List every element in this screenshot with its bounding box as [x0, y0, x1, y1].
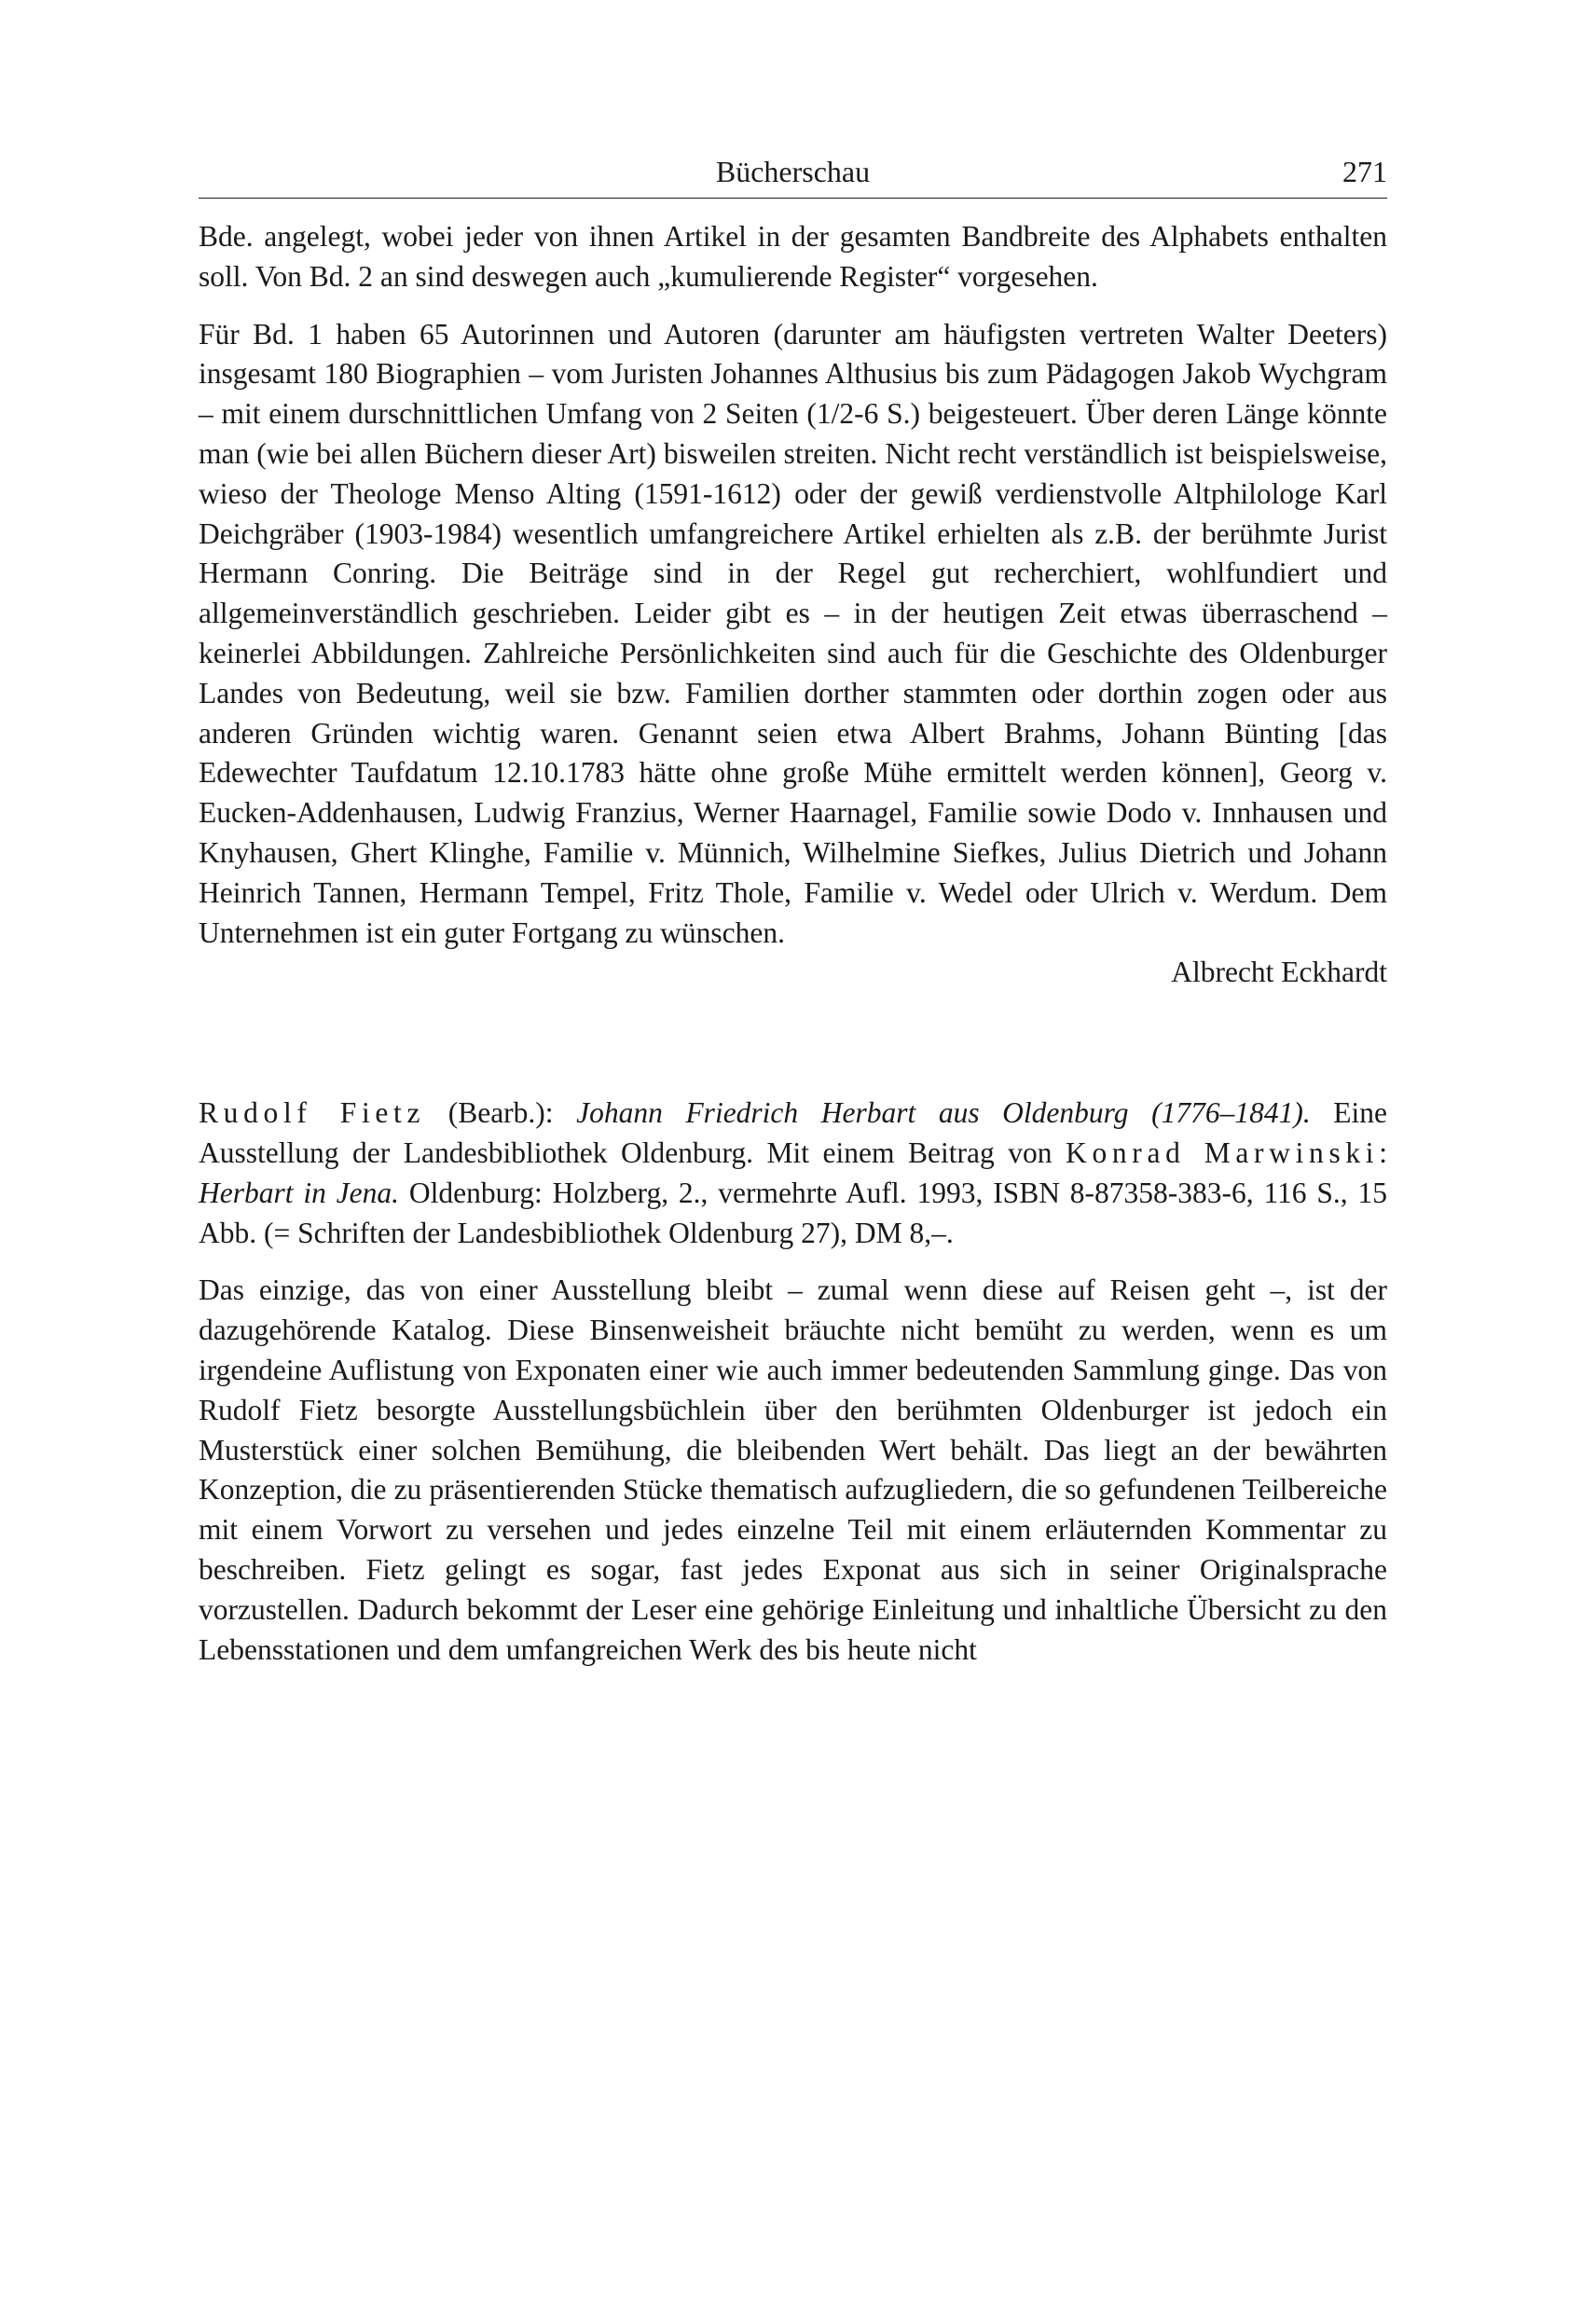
header-rule: [199, 198, 1387, 199]
citation-role: (Bearb.):: [425, 1096, 577, 1130]
page: [199, 149, 1387, 1670]
citation-author: Rudolf Fietz: [199, 1096, 426, 1130]
citation-contribution-title: Herbart in Jena.: [199, 1176, 400, 1209]
page-number: 271: [1342, 155, 1387, 188]
review1-paragraph-2: Für Bd. 1 haben 65 Autorinnen und Autoren (darunter am häufigsten vertreten Walter Deeters) insgesamt 180 Biographien – vom Juristen Johannes Althusius bis zum Pädagogen Jakob Wychgram – mit einem durschnittlichen Umfang von 2 Seiten (1/2-6 S.) beigesteuert. Über deren Länge könnte man (wie bei allen Büchern dieser Art) bisweilen streiten. Nicht recht verständlich ist beispielsweise, wieso der Theologe Menso Alting (1591-1612) oder der gewiß verdienstvolle Altphilologe Karl Deichgräber (1903-1984) wesentlich umfangreichere Artikel erhielten als z.B. der berühmte Jurist Hermann Conring. Die Beiträge sind in der Regel gut recherchiert, wohlfundiert und allgemeinverständlich geschrieben. Leider gibt es – in der heutigen Zeit etwas überraschend – keinerlei Abbildungen. Zahlreiche Persönlichkeiten sind auch für die Geschichte des Oldenburger Landes von Bedeutung, weil sie bzw. Familien dorther stammten oder dorthin zogen oder aus anderen Gründen wichtig waren. Genannt seien etwa Albert Brahms, Johann Bünting [das Edewechter Taufdatum 12.10.1783 hätte ohne große Mühe ermittelt werden können], Georg v. Eucken-Addenhausen, Ludwig Franzius, Werner Haarnagel, Familie sowie Dodo v. Innhausen und Knyhausen, Ghert Klinghe, Familie v. Münnich, Wilhelmine Siefkes, Julius Dietrich und Johann Heinrich Tannen, Hermann Tempel, Fritz Thole, Familie v. Wedel oder Ulrich v. Werdum. Dem Unternehmen ist ein guter Fortgang zu wünschen.: [199, 317, 1387, 949]
review2-paragraph-1: Das einzige, das von einer Ausstellung bleibt – zumal wenn diese auf Reisen geht –, ist der dazugehörende Katalog. Diese Binsenweisheit bräuchte nicht bemüht zu werden, wenn es um irgendeine Auflistung von Exponaten einer wie auch immer bedeutenden Sammlung ginge. Das von Rudolf Fietz besorgte Ausstellungsbüchlein über den berühmten Oldenburger ist jedoch ein Musterstück einer solchen Bemühung, die bleibenden Wert behält. Das liegt an der bewährten Konzeption, die zu präsentierenden Stücke thematisch aufzugliedern, die so gefundenen Teilbereiche mit einem Vorwort zu versehen und jedes einzelne Teil mit einem erläuternden Kommentar zu beschreiben. Fietz gelingt es sogar, fast jedes Exponat aus sich in seiner Originalsprache vorzustellen. Dadurch bekommt der Leser eine gehörige Einleitung und inhaltliche Übersicht zu den Lebensstationen und dem umfangreichen Werk des bis heute nicht: [199, 1273, 1387, 1666]
review1-paragraph-1: Bde. angelegt, wobei jeder von ihnen Artikel in der gesamten Bandbreite des Alphabets enthalten soll. Von Bd. 2 an sind deswegen auch „kumulierende Register“ vorgesehen.: [199, 220, 1387, 293]
citation-contributor: Konrad Marwinski: [1066, 1135, 1380, 1169]
citation-subtitle: Eine Ausstellung der Landesbibliothek Oldenburg. Mit einem Beitrag von: [199, 1096, 1388, 1169]
running-head: [199, 149, 1387, 194]
citation-title: Johann Friedrich Herbart aus Oldenburg (1776–1841).: [576, 1096, 1311, 1130]
citation-contributor-separator: :: [1379, 1135, 1387, 1169]
review2-citation: [199, 1094, 1387, 1253]
citation-publication: Oldenburg: Holzberg, 2., vermehrte Aufl. 1993, ISBN 8-87358-383-6, 116 S., 15 Abb. (= Schriften der Landesbibliothek Oldenburg 27), DM 8,–.: [199, 1176, 1387, 1249]
reviewer-signature: Albrecht Eckhardt: [1171, 956, 1387, 989]
running-head-title: Bücherschau: [715, 155, 871, 188]
